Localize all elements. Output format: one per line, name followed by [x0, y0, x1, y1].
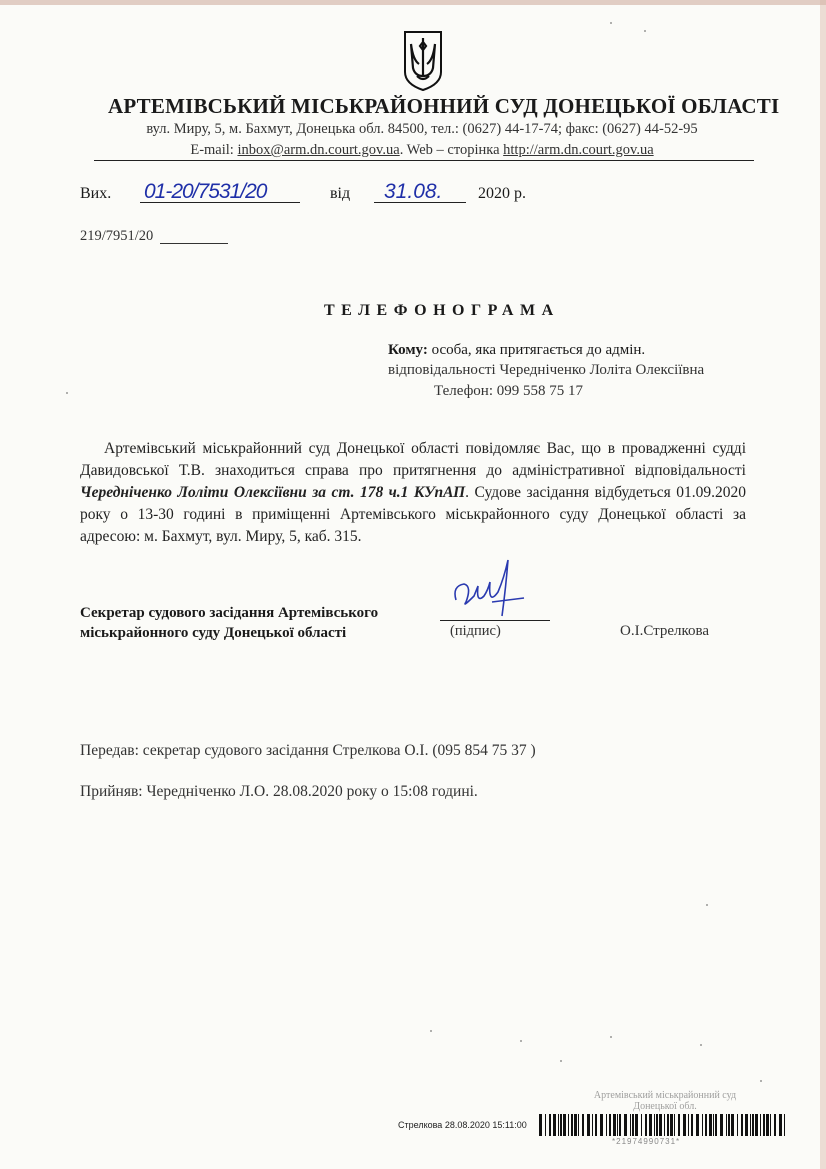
- court-name: АРТЕМІВСЬКИЙ МІСЬКРАЙОННИЙ СУД ДОНЕЦЬКОЇ ОБЛАСТІ: [108, 94, 780, 118]
- barcode-bar: [632, 1114, 634, 1136]
- barcode-digits: *21974990731*: [612, 1137, 681, 1146]
- coat-of-arms-icon: [401, 30, 445, 92]
- barcode-bar: [688, 1114, 689, 1136]
- barcode-bar: [654, 1114, 655, 1136]
- barcode: [539, 1114, 787, 1136]
- passed-by: Передав: секретар судового засідання Стрелкова О.І. (095 854 75 37 ): [80, 742, 536, 759]
- barcode-bar: [595, 1114, 597, 1136]
- recipient-line: [388, 342, 645, 359]
- barcode-bar: [696, 1114, 699, 1136]
- scan-speck: [644, 30, 646, 32]
- barcode-bar: [578, 1114, 579, 1136]
- barcode-bar: [760, 1114, 761, 1136]
- outgoing-number-line: [140, 202, 300, 203]
- barcode-bar: [752, 1114, 754, 1136]
- barcode-bar: [750, 1114, 751, 1136]
- notice-body: [80, 438, 746, 548]
- barcode-bar: [624, 1114, 627, 1136]
- page-edge: [0, 0, 826, 5]
- barcode-bar: [649, 1114, 652, 1136]
- barcode-bar: [713, 1114, 714, 1136]
- barcode-bar: [691, 1114, 693, 1136]
- scan-speck: [760, 1080, 762, 1082]
- barcode-bar: [619, 1114, 621, 1136]
- scan-speck: [610, 1036, 612, 1038]
- barcode-bar: [558, 1114, 559, 1136]
- email-label: E-mail:: [190, 142, 238, 158]
- barcode-bar: [645, 1114, 647, 1136]
- barcode-bar: [728, 1114, 730, 1136]
- notice-hearing: . Судове засідання відбудеться 01.09.2020 року о 13-30 годині в приміщенні Артемівського міськрайонного суду Донецької області за адресою: м. Бахмут, вул. Миру, 5, каб. 315.: [80, 484, 746, 545]
- scan-speck: [520, 1040, 522, 1042]
- barcode-bar: [560, 1114, 562, 1136]
- recipient-text: особа, яка притягається до адмін.: [427, 342, 646, 358]
- barcode-bar: [731, 1114, 734, 1136]
- barcode-bar: [745, 1114, 748, 1136]
- header-divider: [94, 160, 754, 161]
- outgoing-number-label: Вих.: [80, 185, 112, 202]
- barcode-bar: [678, 1114, 680, 1136]
- year-label: 2020 р.: [478, 185, 526, 202]
- barcode-bar: [755, 1114, 758, 1136]
- scan-speck: [430, 1030, 432, 1032]
- barcode-bar: [617, 1114, 618, 1136]
- barcode-bar: [613, 1114, 616, 1136]
- barcode-bar: [574, 1114, 577, 1136]
- scan-speck: [610, 22, 612, 24]
- barcode-bar: [715, 1114, 717, 1136]
- barcode-bar: [683, 1114, 686, 1136]
- stamp-line: Донецької обл.: [633, 1101, 697, 1112]
- barcode-bar: [784, 1114, 785, 1136]
- signature-line: [440, 620, 550, 621]
- barcode-bar: [600, 1114, 603, 1136]
- barcode-bar: [674, 1114, 675, 1136]
- scan-speck: [66, 392, 68, 394]
- barcode-bar: [630, 1114, 631, 1136]
- court-address: вул. Миру, 5, м. Бахмут, Донецька обл. 84500, тел.: (0627) 44-17-74; факс: (0627) 44-52-95: [146, 121, 698, 137]
- barcode-bar: [770, 1114, 771, 1136]
- print-info: Стрелкова 28.08.2020 15:11:00: [398, 1120, 527, 1130]
- web-link[interactable]: http://arm.dn.court.gov.ua: [503, 142, 654, 158]
- barcode-bar: [741, 1114, 743, 1136]
- recipient-phone: Телефон: 099 558 75 17: [434, 383, 583, 399]
- barcode-bar: [545, 1114, 546, 1136]
- barcode-bar: [670, 1114, 673, 1136]
- page-edge: [820, 0, 826, 1169]
- barcode-bar: [709, 1114, 712, 1136]
- barcode-bar: [539, 1114, 542, 1136]
- barcode-bar: [549, 1114, 551, 1136]
- barcode-bar: [641, 1114, 642, 1136]
- case-number: 219/7951/20: [80, 228, 154, 244]
- date-label: від: [330, 185, 351, 202]
- barcode-bar: [737, 1114, 738, 1136]
- barcode-bar: [766, 1114, 769, 1136]
- barcode-bar: [656, 1114, 658, 1136]
- barcode-bar: [763, 1114, 765, 1136]
- case-number-line: [160, 243, 228, 244]
- barcode-bar: [582, 1114, 584, 1136]
- barcode-bar: [553, 1114, 556, 1136]
- barcode-bar: [705, 1114, 707, 1136]
- barcode-bar: [609, 1114, 611, 1136]
- barcode-bar: [726, 1114, 727, 1136]
- court-contacts: [86, 142, 758, 159]
- signer-position: Секретар судового засідання Артемівського міськрайонного суду Донецької області: [80, 605, 379, 641]
- court-stamp: [590, 1090, 740, 1112]
- date-handwritten: 31.08.: [384, 180, 443, 203]
- scan-speck: [706, 904, 708, 906]
- barcode-bar: [702, 1114, 703, 1136]
- handwritten-signature: [448, 556, 528, 622]
- scan-speck: [700, 1044, 702, 1046]
- web-label: . Web – сторінка: [399, 142, 504, 158]
- barcode-bar: [779, 1114, 782, 1136]
- outgoing-number-handwritten: 01-20/7531/20: [144, 180, 267, 203]
- notice-defendant: Чередніченко Лоліти Олексіївни за ст. 178 ч.1 КУпАП: [80, 484, 466, 501]
- barcode-bar: [568, 1114, 569, 1136]
- stamp-line: Артемівський міськрайонний суд: [593, 1090, 737, 1101]
- recipient-label: Кому:: [388, 342, 428, 358]
- barcode-bar: [659, 1114, 662, 1136]
- document-title: ТЕЛЕФОНОГРАМА: [324, 302, 560, 319]
- barcode-bar: [587, 1114, 590, 1136]
- barcode-bar: [635, 1114, 638, 1136]
- signature-label: (підпис): [450, 623, 501, 639]
- barcode-bar: [720, 1114, 723, 1136]
- barcode-bar: [606, 1114, 607, 1136]
- received-by: Прийняв: Чередніченко Л.О. 28.08.2020 року о 15:08 годині.: [80, 783, 478, 800]
- barcode-bar: [774, 1114, 776, 1136]
- signer-name: О.І.Стрелкова: [620, 623, 710, 639]
- barcode-bar: [563, 1114, 566, 1136]
- email-link[interactable]: inbox@arm.dn.court.gov.ua: [237, 142, 400, 158]
- barcode-bar: [592, 1114, 593, 1136]
- notice-text: Артемівський міськрайонний суд Донецької області повідомляє Вас, що в провадженні судді Давидовської Т.В. знаходиться справа про притягнення до адміністративної відповідальності: [80, 440, 746, 479]
- scan-speck: [560, 1060, 562, 1062]
- barcode-bar: [571, 1114, 573, 1136]
- barcode-bar: [667, 1114, 669, 1136]
- recipient-name: відповідальності Чередніченко Лоліта Олексіївна: [388, 362, 705, 378]
- date-line: [374, 202, 466, 203]
- barcode-bar: [664, 1114, 665, 1136]
